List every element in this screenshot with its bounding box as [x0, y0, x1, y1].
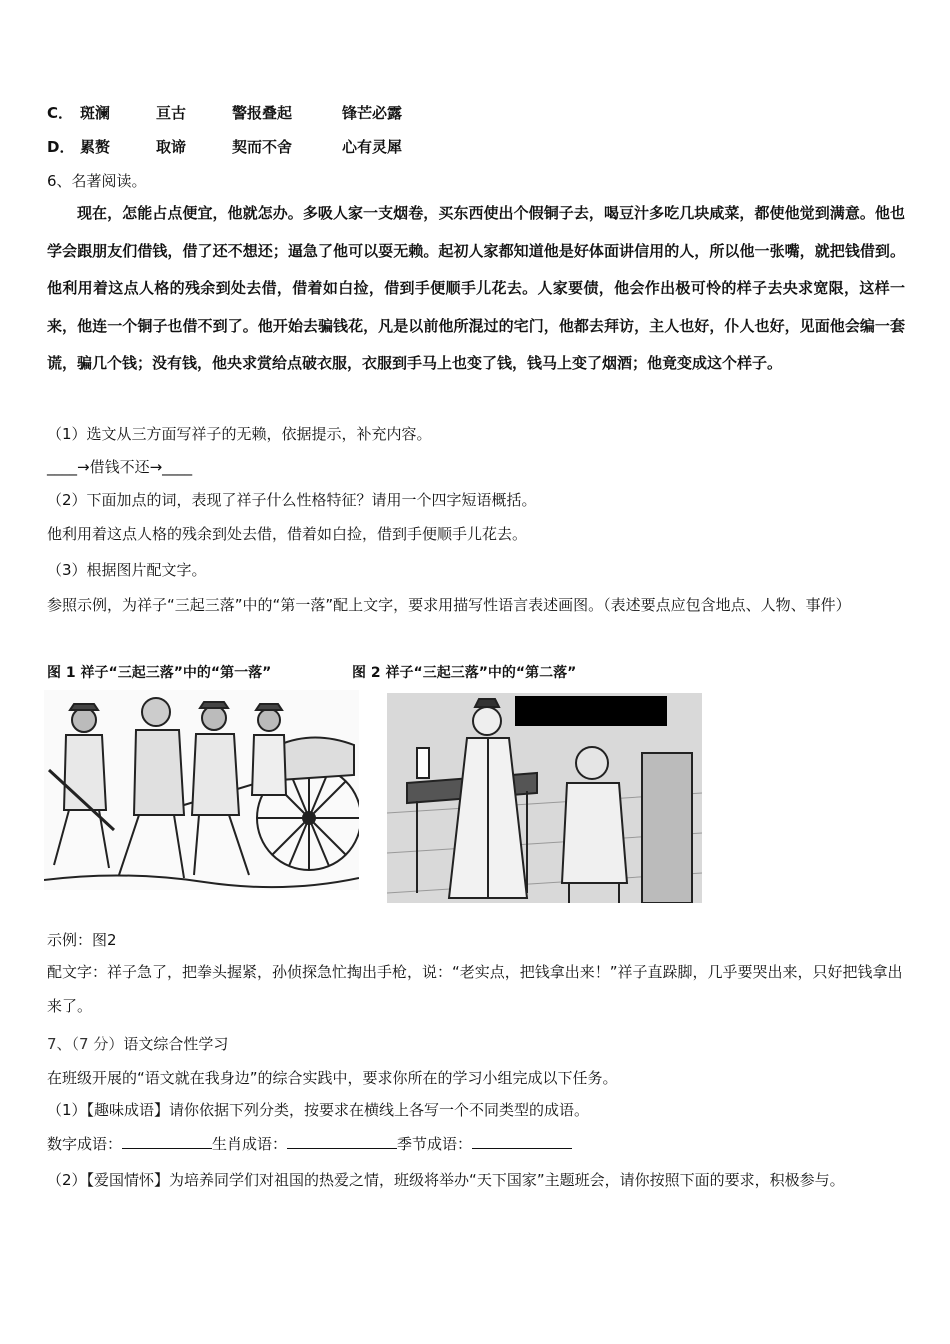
q7-sub2-prompt: （2）【爱国情怀】为培养同学们对祖国的热爱之情，班级将举办“天下国家”主题班会，请你按照下面的要求，积极参与。: [47, 1171, 845, 1189]
option-d-label: D．: [47, 138, 75, 156]
q6-sub2-prompt: （2）下面加点的词，表现了祥子什么性格特征？请用一个四字短语概括。: [47, 491, 537, 509]
option-d-item: 契而不舍: [232, 138, 293, 156]
option-d-item: 心有灵犀: [342, 138, 403, 156]
option-d-item: 取谛: [156, 138, 187, 156]
idiom-blanks-row: [47, 1134, 572, 1154]
q6-sub3-description: 参照示例，为祥子“三起三落”中的“第一落”配上文字，要求用描写性语言表述画图。（表述要点应包含地点、人物、事件）: [47, 596, 851, 614]
figure-2-caption: 图 2 祥子“三起三落”中的“第二落”: [352, 665, 577, 681]
figure-2-illustration: [387, 693, 702, 903]
question-7-number: 7、（7 分）: [47, 1035, 124, 1053]
option-d-item: 累赘: [80, 138, 111, 156]
option-c-item: 亘古: [156, 104, 187, 122]
q6-sub1-prompt: （1）选文从三方面写祥子的无赖，依据提示，补充内容。: [47, 425, 432, 443]
zodiac-idiom-blank[interactable]: [287, 1134, 397, 1149]
q6-sub3-prompt: （3）根据图片配文字。: [47, 561, 207, 579]
example-caption-text: 配文字：祥子急了，把拳头握紧，孙侦探急忙掏出手枪，说：“老实点，把钱拿出来！”祥子直跺脚，几乎要哭出来，只好把钱拿出来了。: [47, 963, 903, 1015]
number-idiom-blank[interactable]: [122, 1134, 212, 1149]
figure-1-caption: 图 1 祥子“三起三落”中的“第一落”: [47, 665, 272, 681]
option-c-item: 锋芒必露: [342, 104, 403, 122]
option-c-item: 警报叠起: [232, 104, 293, 122]
q6-sub1-answer-blanks: ____→借钱不还→____: [47, 458, 193, 476]
q7-sub1-prompt: （1）【趣味成语】请你依据下列分类，按要求在横线上各写一个不同类型的成语。: [47, 1101, 590, 1119]
number-idiom-label: 数字成语：: [47, 1135, 123, 1153]
figure-1-illustration: [44, 690, 359, 890]
q7-intro: 在班级开展的“语文就在我身边”的综合实践中，要求你所在的学习小组完成以下任务。: [47, 1069, 618, 1087]
season-idiom-label: 季节成语：: [397, 1135, 473, 1153]
question-7-title: 语文综合性学习: [123, 1035, 229, 1053]
example-label: 示例：图2: [47, 931, 117, 949]
option-c-label: C．: [47, 104, 74, 122]
question-6-heading: 6、名著阅读。: [47, 172, 147, 190]
zodiac-idiom-label: 生肖成语：: [212, 1135, 288, 1153]
option-c-item: 斑澜: [80, 104, 111, 122]
option-d-row: [47, 137, 402, 157]
option-c-row: [47, 103, 402, 123]
question-7-heading: [47, 1034, 228, 1054]
season-idiom-blank[interactable]: [472, 1134, 572, 1149]
reading-passage: 现在，怎能占点便宜，他就怎办。多吸人家一支烟卷，买东西使出个假铜子去，喝豆汁多吃几块咸菜，都使他觉到满意。他也学会跟朋友们借钱，借了还不想还；逼急了他可以耍无赖。起初人家都知道他是好体面讲信用的人，所以他一张嘴，就把钱借到。他利用着这点人格的残余到处去借，借着如白捡，借到手便顺手儿花去。人家要债，他会作出极可怜的样子去央求宽限，这样一来，他连一个铜子也借不到了。他开始去骗钱花，凡是以前他所混过的宅门，他都去拜访，主人也好，仆人也好，见面他会编一套谎，骗几个钱；没有钱，他央求赏给点破衣服，衣服到手马上也变了钱，钱马上变了烟酒；他竟变成这个样子。: [47, 204, 905, 372]
q6-sub2-quote: 他利用着这点人格的残余到处去借，借着如白捡，借到手便顺手儿花去。: [47, 525, 528, 543]
